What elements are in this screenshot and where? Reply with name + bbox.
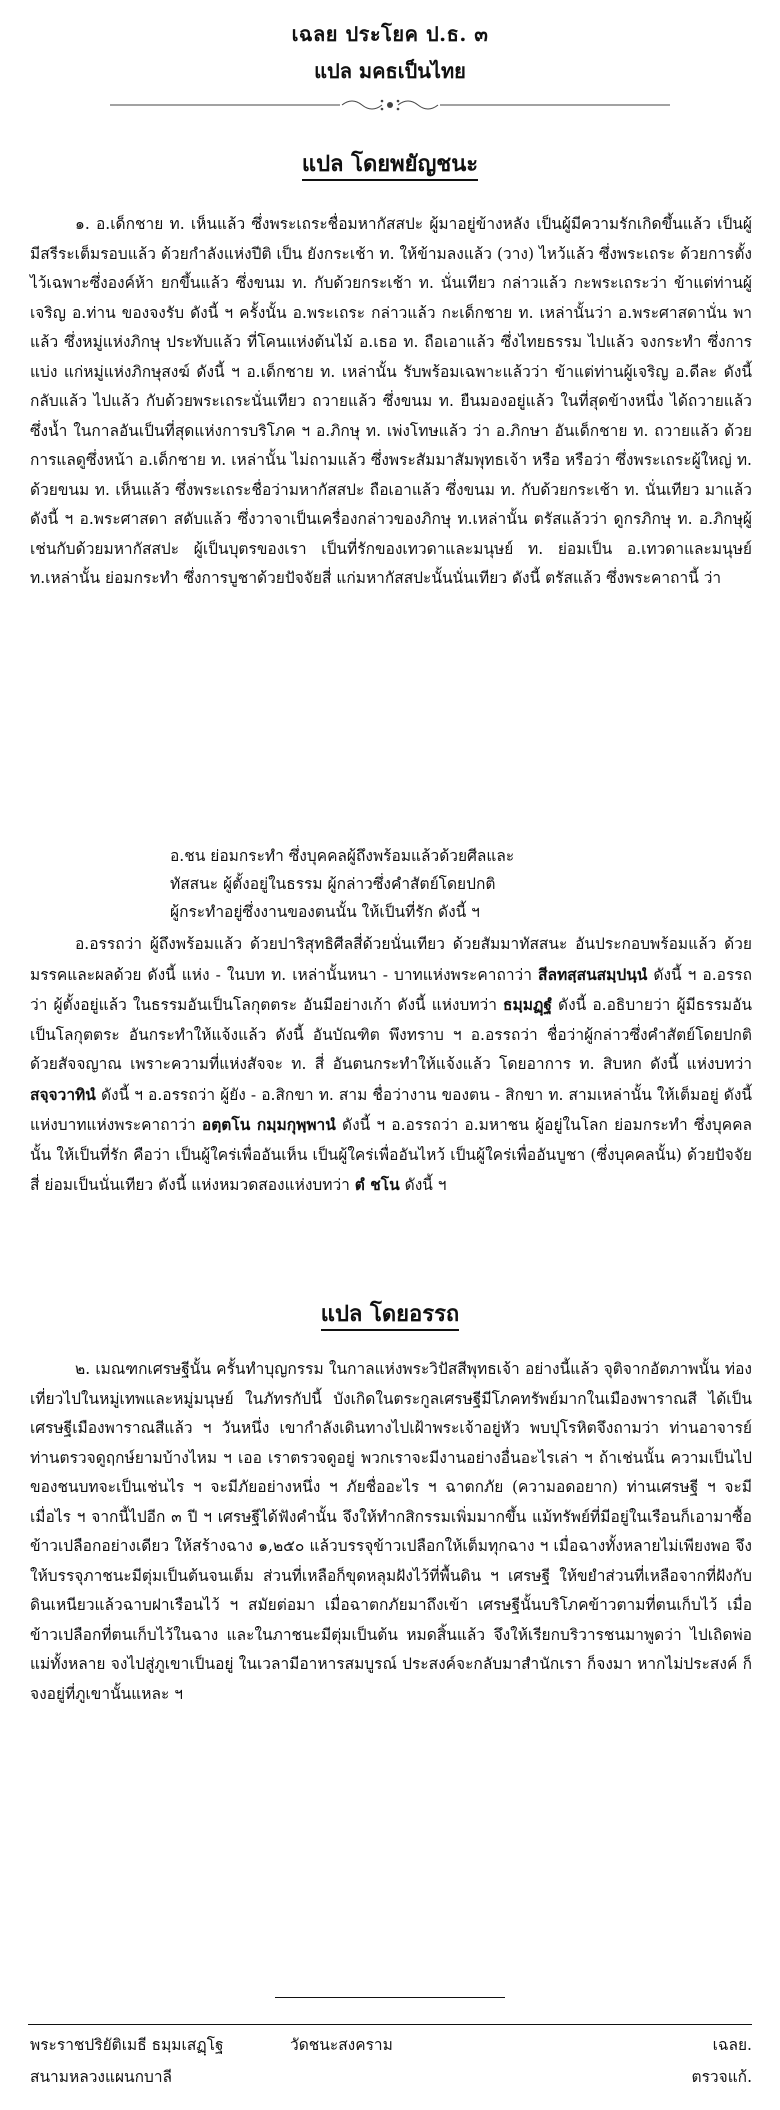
verse-line: ทัสสนะ ผู้ตั้งอยู่ในธรรม ผู้กล่าวซึ่งคำสัตย์โดยปกติ xyxy=(170,875,496,893)
paragraph-text: ดังนี้ อ.อธิบายว่า ผู้มีธรรมอันเป็นโลกุตตระ อันกระทำให้แจ้งแล้ว ดังนี้ อันบัณฑิต พึงทราบ ฯ อ.อรรถว่า ชื่อว่าผู้กล่าวซึ่งคำสัตย์โดยปกติ ด้วยสัจจญาณ เพราะความที่แห่งสัจจะ ท. สี่ อันตนกระทำให้แจ้งแล้ว โดยอาการ ท. สิบหก ดังนี้ แห่งบทว่า xyxy=(30,996,752,1073)
meaning-translation-paragraph: ๒. เมณฑกเศรษฐีนั้น ครั้นทำบุญกรรม ในกาลแห่งพระวิปัสสีพุทธเจ้า อย่างนี้แล้ว จุติจากอัตภาพนั้น ท่องเที่ยวไปในหมู่เทพและหมู่มนุษย์ ในภัทรกัปนี้ บังเกิดในตระกูลเศรษฐีมีโภคทรัพย์มากในเมืองพาราณสี ได้เป็นเศรษฐีเมืองพาราณสีแล้ว ฯ วันหนึ่ง เขากำลังเดินทางไปเฝ้าพระเจ้าอยู่หัว พบปุโรหิตจึงถามว่า ท่านอาจารย์ ท่านตรวจดูฤกษ์ยามบ้างไหม ฯ เออ เราตรวจดูอยู่ พวกเราจะมีงานอย่างอื่นอะไรเล่า ฯ ถ้าเช่นนั้น ความเป็นไปของชนบทจะเป็นเช่นไร ฯ จะมีภัยอย่างหนึ่ง ฯ ภัยชื่ออะไร ฯ ฉาตกภัย (ความอดอยาก) ท่านเศรษฐี ฯ จะมีเมื่อไร ฯ จากนี้ไปอีก ๓ ปี ฯ เศรษฐีได้ฟังคำนั้น จึงให้ทำกสิกรรมเพิ่มมากขึ้น แม้ทรัพย์ที่มีอยู่ในเรือนก็เอามาซื้อข้าวเปลือกอย่างเดียว ให้สร้างฉาง ๑,๒๕๐ แล้วบรรจุข้าวเปลือกให้เต็มทุกฉาง ฯ เมื่อฉางทั้งหลายไม่เพียงพอ จึงให้บรรจุภาชนะมีตุ่มเป็นต้นจนเต็ม ส่วนที่เหลือก็ขุดหลุมฝังไว้ที่พื้นดิน ฯ เศรษฐี ให้ขยำส่วนที่เหลือจากที่ฝังกับดินเหนียวแล้วฉาบฝาเรือนไว้ ฯ สมัยต่อมา เมื่อฉาตกภัยมาถึงเข้า เศรษฐีนั้นบริโภคข้าวตามที่ตนเก็บไว้ เมื่อข้าวเปลือกที่ตนเก็บไว้ในฉาง และในภาชนะมีตุ่มเป็นต้น หมดสิ้นแล้ว จึงให้เรียกบริวารชนมาพูดว่า ไปเถิดพ่อแม่ทั้งหลาย จงไปสู่ภูเขาเป็นอยู่ ในเวลามีอาหารสมบูรณ์ ประสงค์จะกลับมาสำนักเรา ก็จงมา หากไม่ประสงค์ ก็จงอยู่ที่ภูเขานั้นแหละ ฯ xyxy=(30,1360,752,1703)
subject-heading: แปล มคธเป็นไทย xyxy=(314,59,466,83)
pali-term: ตํ ชโน xyxy=(354,1175,400,1194)
verse-line: ผู้กระทำอยู่ซึ่งงานของตนนั้น ให้เป็นที่รัก ดังนี้ ฯ xyxy=(170,903,480,921)
end-divider xyxy=(275,1997,505,1998)
paragraph-text: อ.อรรถว่า ผู้ถึงพร้อมแล้ว ด้วยปาริสุทธิศีลสี่ด้วยนั่นเทียว ด้วยสัมมาทัสสนะ อันประกอบพร้อมแล้ว ด้วยมรรคและผลด้วย ดังนี้ แห่ง - ในบท ท. เหล่านั้นหนา - บาทแห่งพระคาถาว่า xyxy=(30,935,752,984)
author-role: เฉลย. xyxy=(712,2036,752,2054)
author-name: พระราชปริยัติเมธี ธมฺมเสฏฺโฐ xyxy=(30,2036,224,2054)
pali-term: อตฺตโน กมฺมกุพฺพานํ xyxy=(201,1115,336,1134)
office-role: ตรวจแก้. xyxy=(691,2068,752,2086)
section-title-meaning xyxy=(0,1296,780,1331)
ornament-divider-icon xyxy=(0,95,780,115)
office-name: สนามหลวงแผนกบาลี xyxy=(30,2068,173,2086)
paragraph-text: ดังนี้ ฯ xyxy=(399,1176,447,1194)
temple-name: วัดชนะสงคราม xyxy=(290,2036,393,2054)
section-title-literal xyxy=(0,146,780,181)
section-title-literal-text: แปล โดยพยัญชนะ xyxy=(302,151,478,181)
exam-level-heading: เฉลย ประโยค ป.ธ. ๓ xyxy=(291,22,489,46)
section-title-meaning-text: แปล โดยอรรถ xyxy=(321,1301,459,1331)
verse-block xyxy=(170,842,730,926)
pali-term: สีลทสฺสนสมฺปนฺนํ xyxy=(537,964,648,984)
paragraph-text: ดังนี้ ฯ อ.อรรถว่า ผู้ตั้งอยู่แล้ว ในธรรมอันเป็นโลกุตตระ อันมีอย่างเก้า ดังนี้ แห่งบทว่า xyxy=(30,965,752,1014)
verse-line: อ.ชน ย่อมกระทำ ซึ่งบุคคลผู้ถึงพร้อมแล้วด้วยศีลและ xyxy=(170,847,515,865)
paragraph-text: ดังนี้ ฯ อ.อรรถว่า ผู้ยัง - อ.สิกขา ท. สาม ชื่อว่างาน ของตน - สิกขา ท. สามเหล่านั้น ให้เต็มอยู่ ดังนี้ แห่งบาทแห่งพระคาถาว่า xyxy=(30,1085,752,1134)
literal-translation-paragraph-2 xyxy=(30,930,752,1201)
paragraph-text: ดังนี้ ฯ อ.อรรถว่า อ.มหาชน ผู้อยู่ในโลก ย่อมกระทำ ซึ่งบุคคลนั้น ให้เป็นที่รัก คือว่า เป็นผู้ใคร่เพื่ออันเห็น เป็นผู้ใคร่เพื่ออันไหว้ เป็นผู้ใคร่เพื่ออันบูชา (ซึ่งบุคคลนั้น) ด้วยปัจจัยสี่ ย่อมเป็นนั่นเทียว ดังนี้ แห่งหมวดสองแห่งบทว่า xyxy=(30,1116,752,1194)
pali-term: สจฺจวาทินํ xyxy=(30,1084,96,1104)
footer-divider xyxy=(28,2024,752,2025)
literal-translation-paragraph-1: ๑. อ.เด็กชาย ท. เห็นแล้ว ซึ่งพระเถระชื่อมหากัสสปะ ผู้มาอยู่ข้างหลัง เป็นผู้มีความรักเกิดขึ้นแล้ว เป็นผู้มีสรีระเต็มรอบแล้ว ด้วยกำลังแห่งปีติ เป็น ยังกระเช้า ท. ให้ข้ามลงแล้ว (วาง) ไหว้แล้ว ซึ่งพระเถระ ด้วยการตั้งไว้เฉพาะซึ่งองค์ห้า ยกขึ้นแล้ว ซึ่งขนม ท. กับด้วยกระเช้า ท. นั่นเทียว กล่าวแล้ว กะพระเถระว่า ข้าแต่ท่านผู้เจริญ อ.ท่าน ของจงรับ ดังนี้ ฯ ครั้งนั้น อ.พระเถระ กล่าวแล้ว กะเด็กชาย ท. เหล่านั้นว่า อ.พระศาสดานั่น พาแล้ว ซึ่งหมู่แห่งภิกษุ ประทับแล้ว ที่โคนแห่งต้นไม้ อ.เธอ ท. ถือเอาแล้ว ซึ่งไทยธรรม ไปแล้ว จงกระทำ ซึ่งการแบ่ง แก่หมู่แห่งภิกษุสงฆ์ ดังนี้ ฯ อ.เด็กชาย ท. เหล่านั้น รับพร้อมเฉพาะแล้วว่า ข้าแต่ท่านผู้เจริญ อ.ดีละ ดังนี้ กลับแล้ว ไปแล้ว กับด้วยพระเถระนั่นเทียว ถวายแล้ว ซึ่งขนม ท. ยืนมองอยู่แล้ว ในที่สุดข้างหนึ่ง ได้ถวายแล้ว ซึ่งน้ำ ในกาลอันเป็นที่สุดแห่งการบริโภค ฯ อ.ภิกษุ ท. เพ่งโทษแล้ว ว่า อ.ภิกษา อันเด็กชาย ท. ถวายแล้ว ด้วยการแลดูซึ่งหน้า อ.เด็กชาย ท. เหล่านั้น ไม่ถามแล้ว ซึ่งพระสัมมาสัมพุทธเจ้า หรือ หรือว่า ซึ่งพระเถระผู้ใหญ่ ท. ด้วยขนม ท. เห็นแล้ว ซึ่งพระเถระชื่อว่ามหากัสสปะ ถือเอาแล้ว ซึ่งขนม ท. กับด้วยกระเช้า ท. นั่นเทียว มาแล้ว ดังนี้ ฯ อ.พระศาสดา สดับแล้ว ซึ่งวาจาเป็นเครื่องกล่าวของภิกษุ ท.เหล่านั้น ตรัสแล้วว่า ดูกรภิกษุ ท. อ.ภิกษุผู้เช่นกับด้วยมหากัสสปะ ผู้เป็นบุตรของเรา เป็นที่รักของเทวดาและมนุษย์ ท. ย่อมเป็น อ.เทวดาและมนุษย์ ท.เหล่านั้น ย่อมกระทำ ซึ่งการบูชาด้วยปัจจัยสี่ แก่มหากัสสปะนั้นนั่นเทียว ดังนี้ ตรัสแล้ว ซึ่งพระคาถานี้ ว่า xyxy=(30,215,752,587)
pali-term: ธมฺมฏฺฐํ xyxy=(503,995,552,1014)
